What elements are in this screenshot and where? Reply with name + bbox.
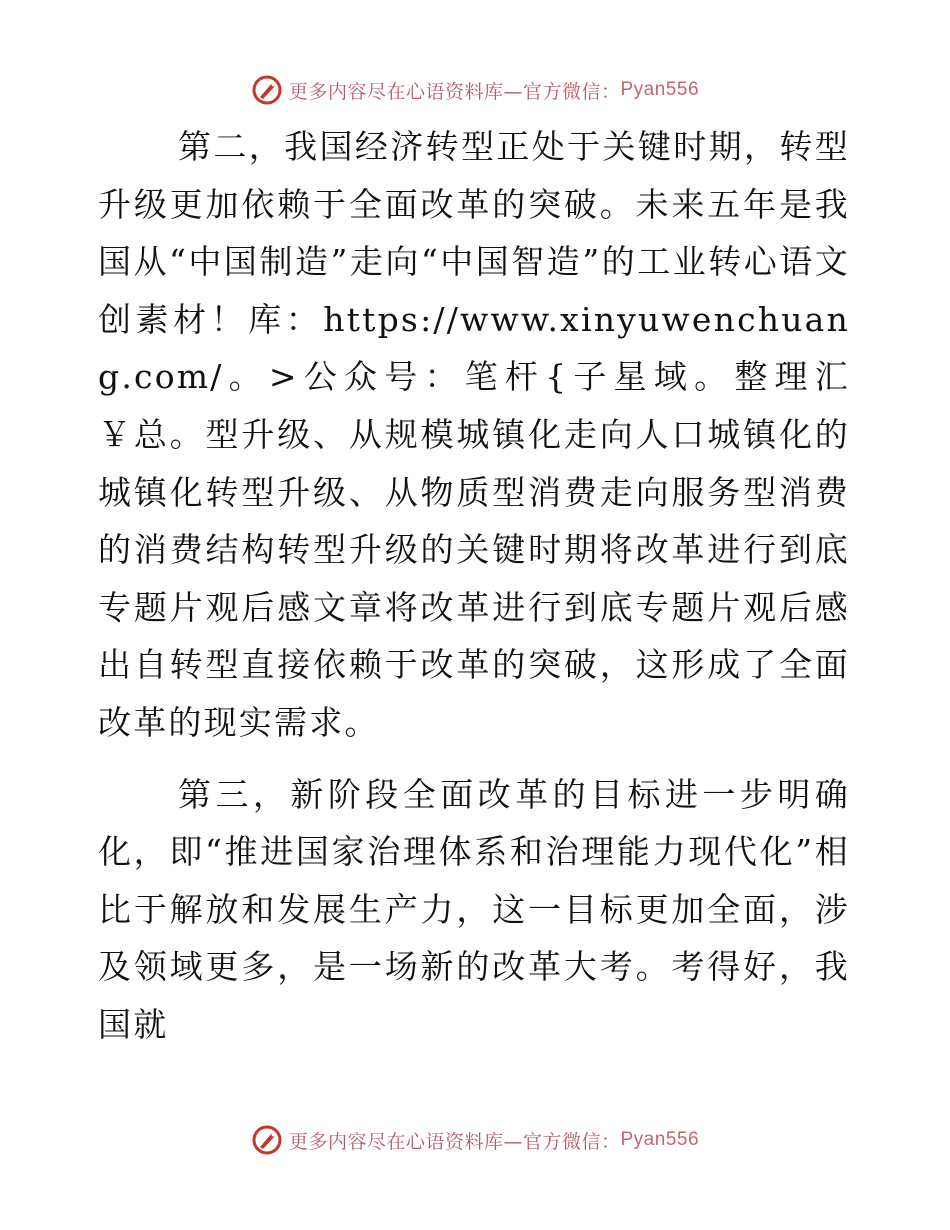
header-banner-wechat-id: Pyan556 [620,79,700,100]
footer-banner [0,1120,950,1160]
document-body [98,118,850,1054]
footer-banner-wechat-id: Pyan556 [620,1129,700,1150]
paragraph-third: 第三，新阶段全面改革的目标进一步明确化，即“推进国家治理体系和治理能力现代化”相比于解放和发展生产力，这一目标更加全面，涉及领域更多，是一场新的改革大考。考得好，我国就 [98,774,850,1044]
paragraph-gap [98,752,850,766]
header-banner [0,70,950,110]
paragraph-second: 第二，我国经济转型正处于关键时期，转型升级更加依赖于全面改革的突破。未来五年是我国从“中国制造”走向“中国智造”的工业转心语文创素材！库：https://www.xinyuwenchuang.com/。>公众号：笔杆{子星域。整理汇￥总。型升级、从规模城镇化走向人口城镇化的城镇化转型升级、从物质型消费走向服务型消费的消费结构转型升级的关键时期将改革进行到底专题片观后感文章将改革进行到底专题片观后感出自转型直接依赖于改革的突破，这形成了全面改革的现实需求。 [98,127,850,742]
pen-nib-logo-icon [251,74,283,106]
pen-nib-logo-icon [251,1124,283,1156]
footer-banner-text: 更多内容尽在心语资料库—官方微信： [288,1130,621,1153]
header-banner-text: 更多内容尽在心语资料库—官方微信： [288,80,621,103]
